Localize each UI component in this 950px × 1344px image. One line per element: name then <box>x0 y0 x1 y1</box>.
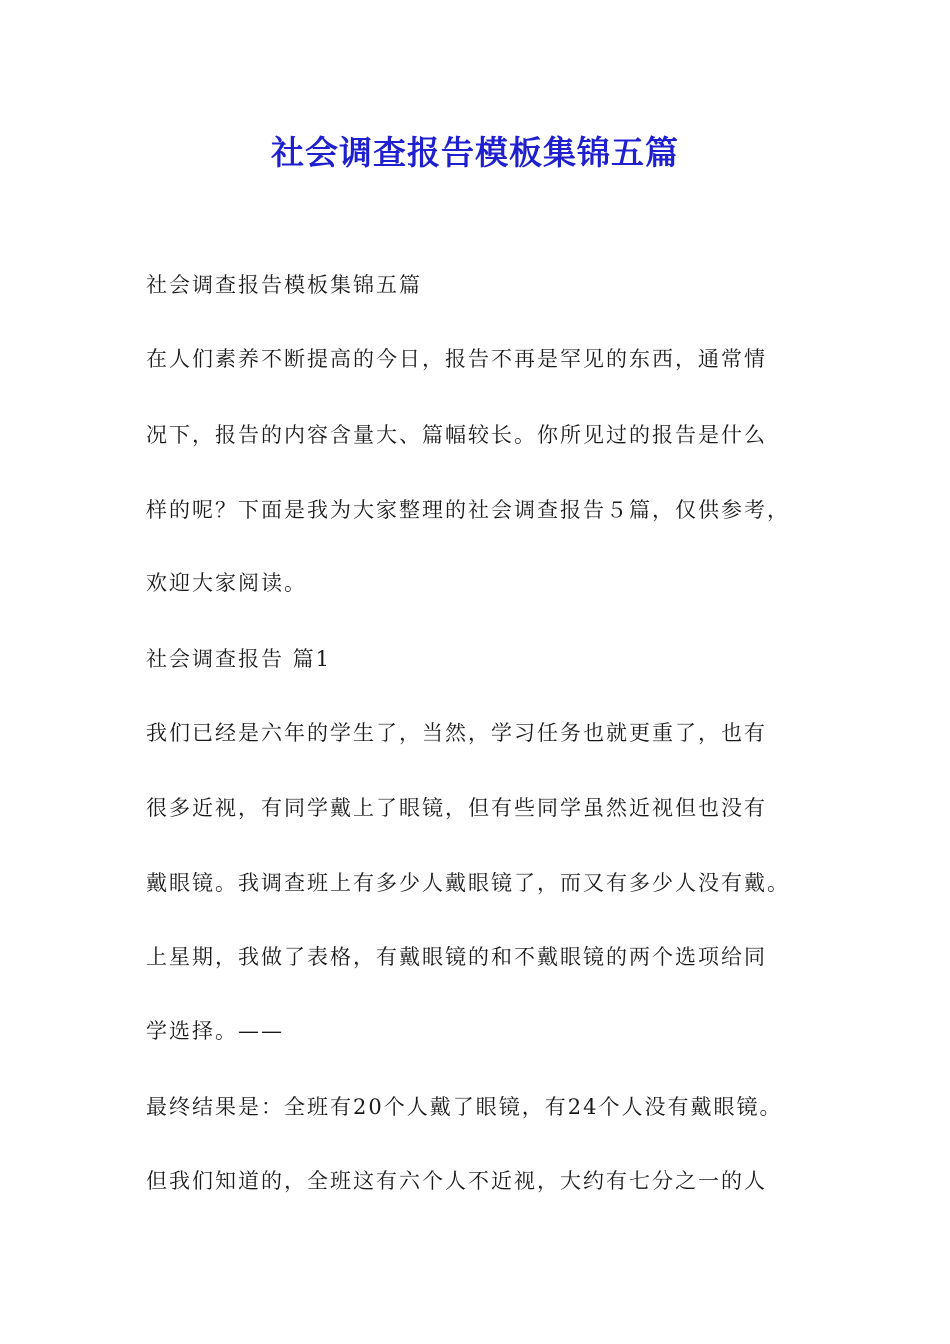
paragraph-line: 很多近视，有同学戴上了眼镜，但有些同学虽然近视但也没有 <box>146 796 767 820</box>
paragraph-line: 戴眼镜。我调查班上有多少人戴眼镜了，而又有多少人没有戴。 <box>146 871 790 895</box>
paragraph-line: 样的呢？下面是我为大家整理的社会调查报告５篇，仅供参考， <box>146 498 790 522</box>
section-heading: 社会调查报告 篇1 <box>146 647 332 671</box>
paragraph-line: 最终结果是：全班有20个人戴了眼镜，有24个人没有戴眼镜。 <box>146 1095 783 1119</box>
subtitle-line: 社会调查报告模板集锦五篇 <box>146 273 422 297</box>
paragraph-line: 况下，报告的内容含量大、篇幅较长。你所见过的报告是什么 <box>146 423 767 447</box>
paragraph-line: 欢迎大家阅读。 <box>146 571 307 595</box>
document-title: 社会调查报告模板集锦五篇 <box>271 133 679 172</box>
paragraph-line: 我们已经是六年的学生了，当然，学习任务也就更重了，也有 <box>146 721 767 745</box>
paragraph-line: 在人们素养不断提高的今日，报告不再是罕见的东西，通常情 <box>146 347 767 371</box>
paragraph-line: 上星期，我做了表格，有戴眼镜的和不戴眼镜的两个选项给同 <box>146 945 767 969</box>
paragraph-line: 但我们知道的，全班这有六个人不近视，大约有七分之一的人 <box>146 1169 767 1193</box>
paragraph-line: 学选择。—— <box>146 1019 284 1043</box>
